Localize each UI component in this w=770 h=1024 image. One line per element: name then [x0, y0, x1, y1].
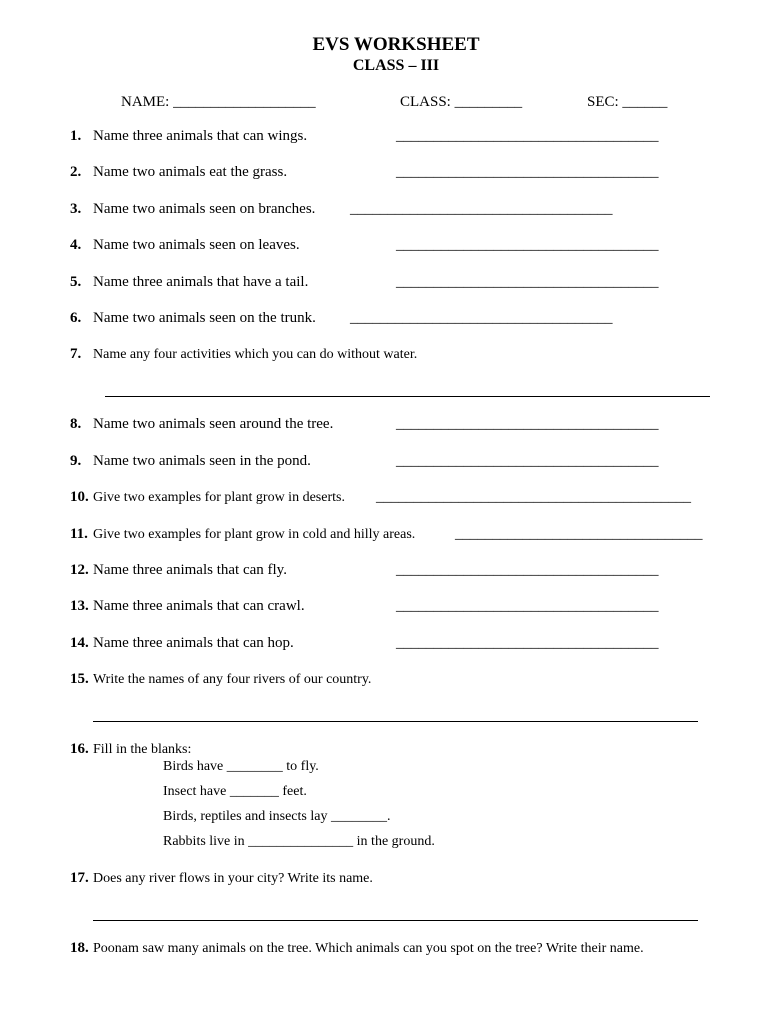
question-number: 18. [70, 940, 89, 956]
question-number: 12. [70, 562, 89, 578]
question-text: Name two animals seen on the trunk. [93, 310, 316, 326]
question-text: Name two animals seen around the tree. [93, 416, 334, 432]
question-text: Name two animals seen in the pond. [93, 453, 311, 469]
answer-blank: ___________________________________ [396, 562, 659, 578]
question-number: 15. [70, 671, 89, 687]
answer-blank: ___________________________________ [396, 237, 659, 253]
answer-blank: ___________________________________ [350, 310, 613, 326]
question-number: 2. [70, 164, 82, 180]
question-text: Name three animals that can fly. [93, 562, 287, 578]
question-text: Write the names of any four rivers of our country. [93, 672, 372, 687]
answer-blank: ___________________________________ [396, 453, 659, 469]
question-text: Name two animals seen on branches. [93, 201, 316, 217]
question-number: 8. [70, 416, 82, 432]
fill-blank-item: Birds, reptiles and insects lay ________. [163, 809, 391, 824]
question-text: Name three animals that can crawl. [93, 598, 305, 614]
answer-blank: _________________________________ [455, 526, 703, 542]
answer-blank: ___________________________________ [396, 598, 659, 614]
question-text: Poonam saw many animals on the tree. Which animals can you spot on the tree? Write their name. [93, 941, 644, 956]
question-number: 1. [70, 128, 82, 144]
answer-line [93, 721, 698, 722]
answer-blank: ___________________________________ [396, 635, 659, 651]
question-number: 6. [70, 310, 82, 326]
fill-blank-item: Birds have ________ to fly. [163, 759, 319, 774]
question-number: 13. [70, 598, 89, 614]
fill-blank-item: Rabbits live in _______________ in the ground. [163, 834, 435, 849]
question-text: Name three animals that can hop. [93, 635, 294, 651]
question-number: 17. [70, 870, 89, 886]
worksheet-title: EVS WORKSHEET [312, 34, 480, 55]
fill-blank-item: Insect have _______ feet. [163, 784, 307, 799]
question-text: Name two animals seen on leaves. [93, 237, 300, 253]
answer-line [93, 920, 698, 921]
question-number: 7. [70, 346, 82, 362]
answer-blank: ___________________________________ [396, 416, 659, 432]
question-number: 3. [70, 201, 82, 217]
question-number: 14. [70, 635, 89, 651]
answer-blank: ___________________________________ [396, 274, 659, 290]
answer-blank: ___________________________________ [350, 201, 613, 217]
question-number: 5. [70, 274, 82, 290]
name-field: NAME: ___________________ [121, 94, 316, 110]
question-number: 4. [70, 237, 82, 253]
answer-blank: __________________________________________ [376, 489, 691, 505]
question-text: Give two examples for plant grow in deserts. [93, 490, 345, 505]
question-text: Fill in the blanks: [93, 742, 192, 757]
question-text: Name three animals that can wings. [93, 128, 308, 144]
class-subtitle: CLASS – III [352, 57, 440, 74]
answer-line [105, 396, 710, 397]
class-field: CLASS: _________ [400, 94, 523, 110]
question-text: Name three animals that have a tail. [93, 274, 309, 290]
answer-blank: ___________________________________ [396, 164, 659, 180]
question-number: 11. [70, 526, 88, 542]
answer-blank: ___________________________________ [396, 128, 659, 144]
question-text: Name two animals eat the grass. [93, 164, 288, 180]
question-text: Name any four activities which you can do without water. [93, 347, 418, 362]
section-field: SEC: ______ [587, 94, 668, 110]
question-number: 10. [70, 489, 89, 505]
question-text: Give two examples for plant grow in cold and hilly areas. [93, 527, 416, 542]
question-text: Does any river flows in your city? Write its name. [93, 871, 373, 886]
question-number: 9. [70, 453, 82, 469]
question-number: 16. [70, 741, 89, 757]
